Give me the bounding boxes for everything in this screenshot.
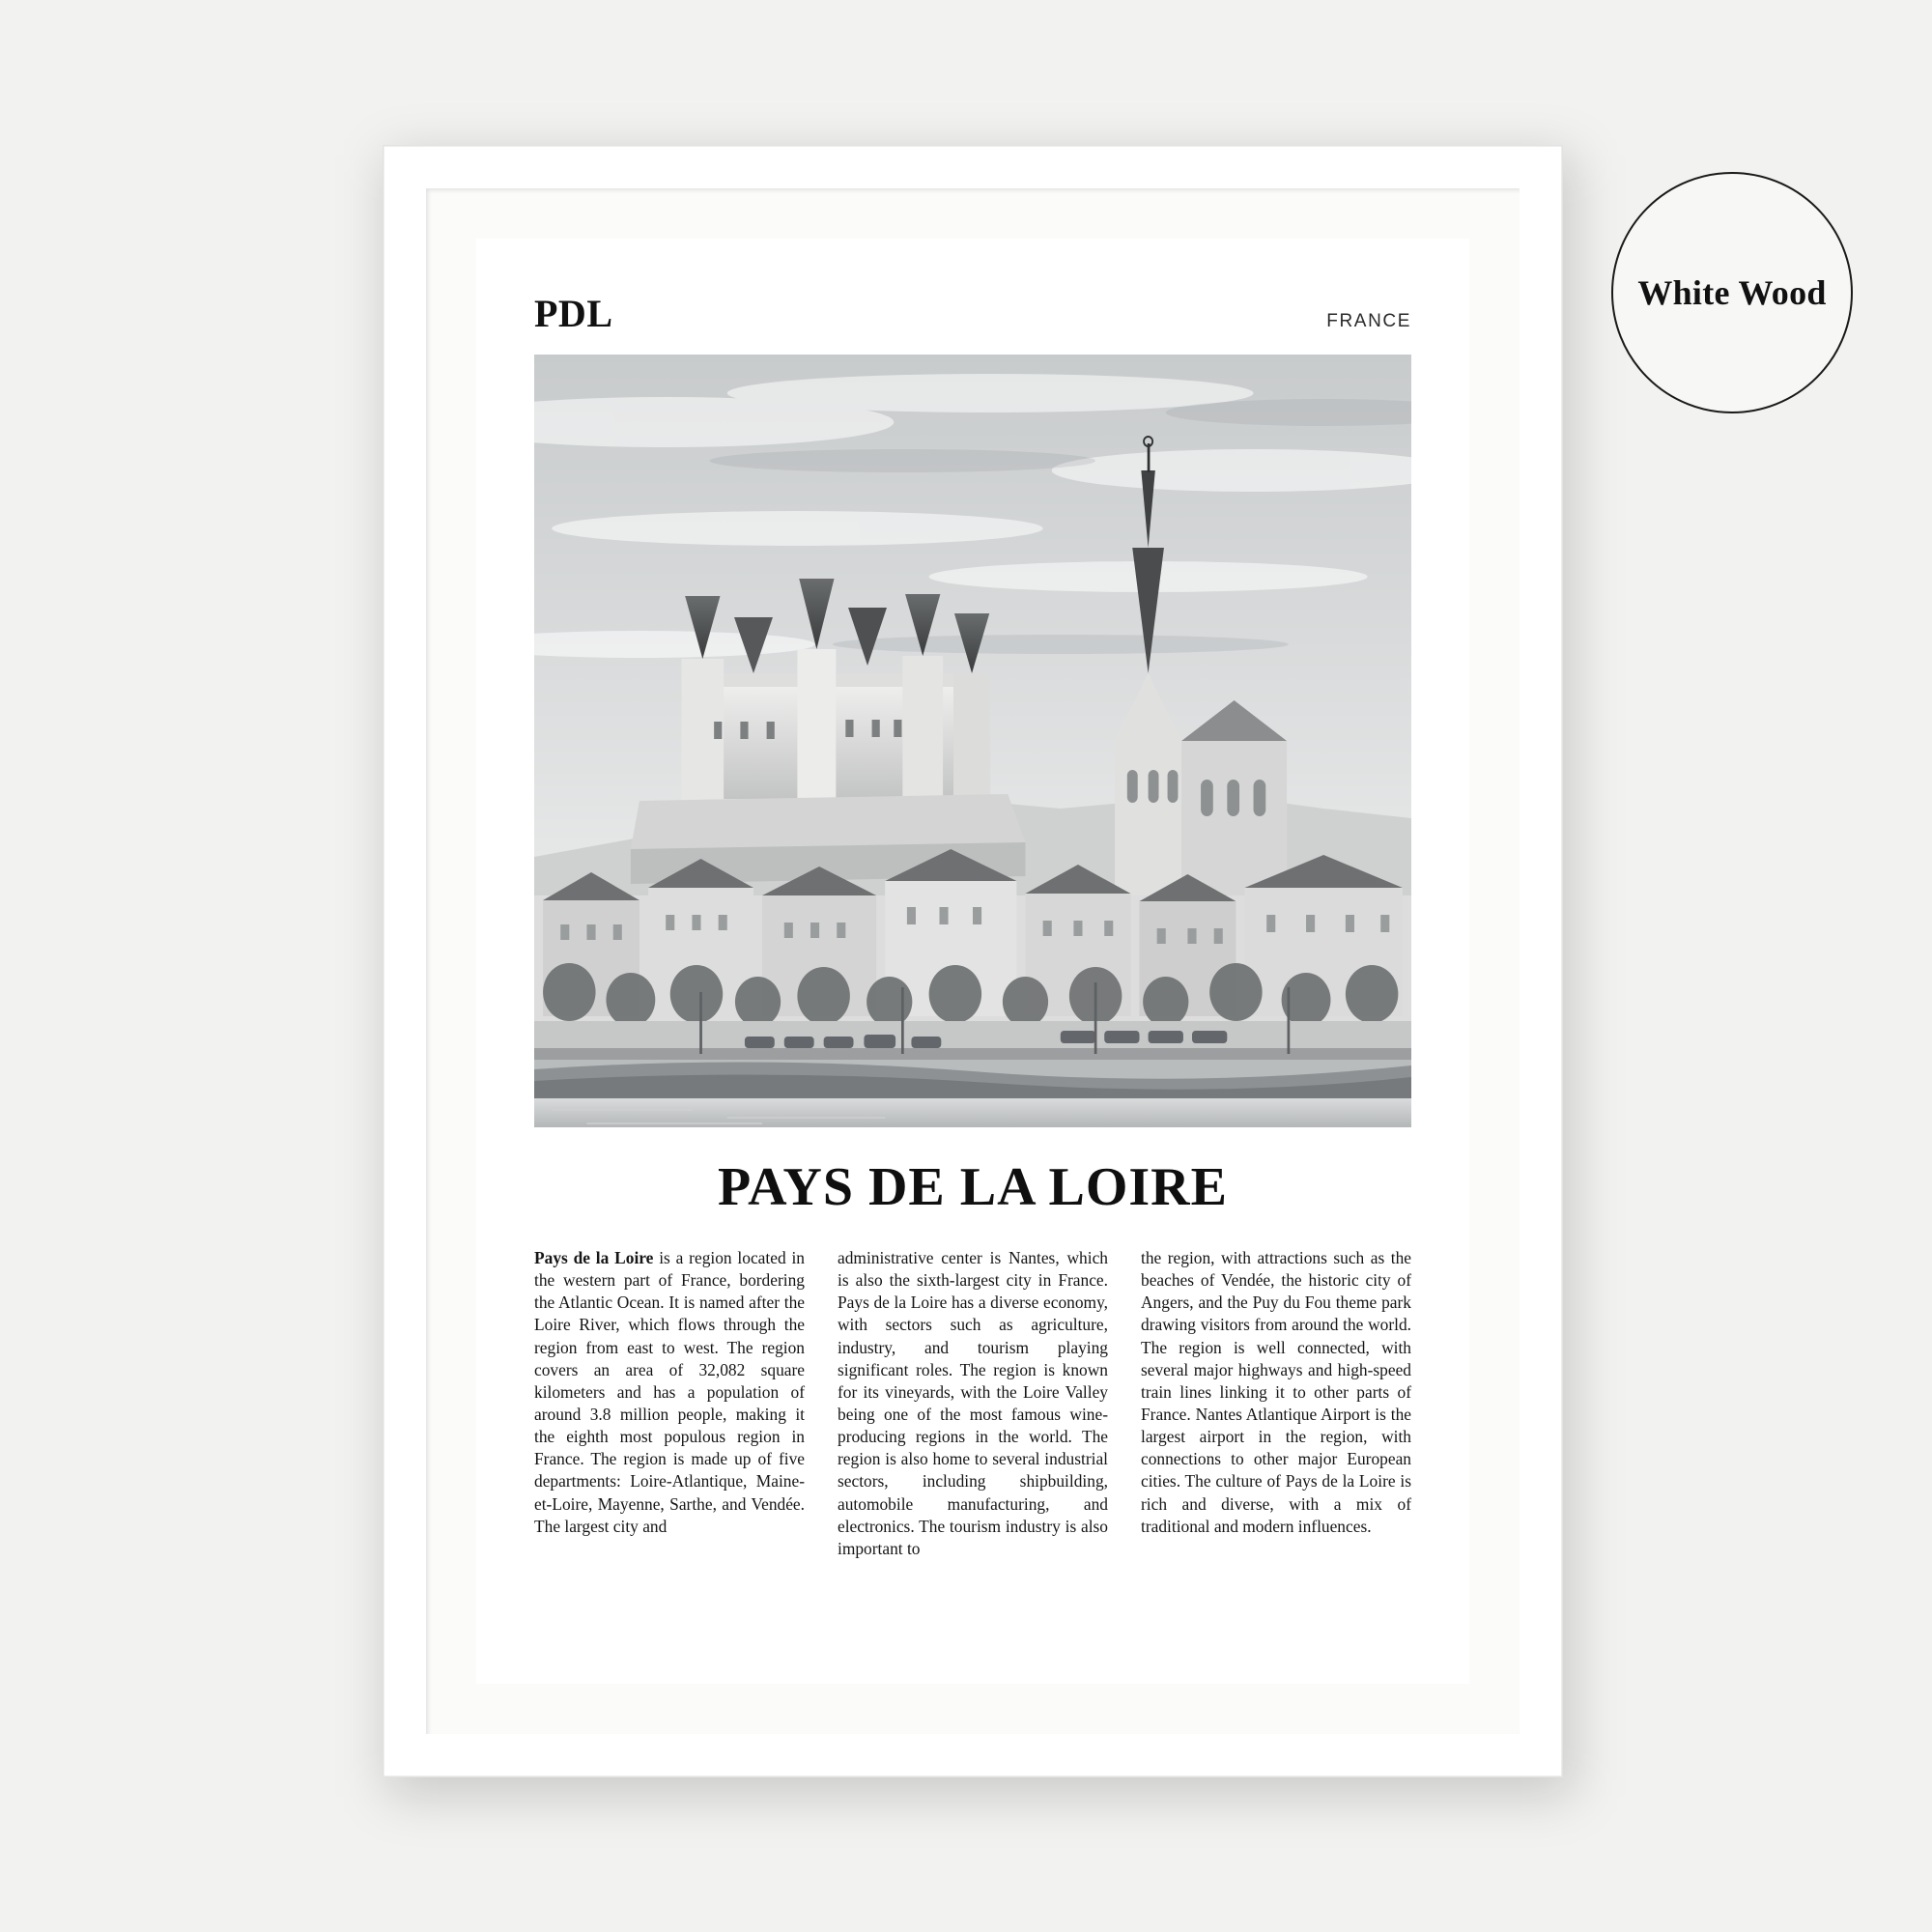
material-badge	[1611, 172, 1853, 413]
photograph-illustration	[534, 355, 1411, 1127]
poster-print	[476, 239, 1469, 1684]
poster-header	[534, 292, 1411, 339]
body-column-3: the region, with attractions such as the beaches of Vendée, the historic city of Angers, and the Puy du Fou theme park drawing visitors from around the world. The region is well connected, with several major highways and high-speed train lines linking it to other parts of France. Nantes Atlantique Airport is the largest airport in the region, with connections to other major European cities. The culture of Pays de la Loire is rich and diverse, with a mix of traditional and modern influences.	[1141, 1248, 1411, 1536]
body-column-1: Pays de la Loire is a region located in the western part of France, bordering the Atlantic Ocean. It is named after the Loire River, which flows through the region from east to west. The region covers an area of 32,082 square kilometers and has a population of around 3.8 million people, making it the eighth most populous region in France. The region is made up of five departments: Loire-Atlantique, Maine-et-Loire, Mayenne, Sarthe, and Vendée. The largest city and	[534, 1248, 805, 1536]
poster-country-label: FRANCE	[1326, 311, 1411, 331]
poster-content	[534, 292, 1411, 1632]
poster-brand-code: PDL	[534, 292, 613, 335]
body-column-2: administrative center is Nantes, which is also the sixth-largest city in France. Pays de la Loire has a diverse economy, with sectors such as agriculture, industry, and tourism playing significant roles. The region is known for its vineyards, with the Loire Valley being one of the most famous wine-producing regions in the world. The region is also home to several industrial sectors, including shipbuilding, automobile manufacturing, and electronics. The tourism industry is also important to	[838, 1248, 1108, 1558]
poster-photograph	[534, 355, 1411, 1127]
poster-title: PAYS DE LA LOIRE	[718, 1157, 1228, 1217]
material-badge-label: White Wood	[1637, 273, 1827, 312]
frame-inner-bevel	[426, 188, 1520, 1734]
picture-frame-white-wood	[383, 145, 1563, 1777]
poster-body-columns	[534, 1247, 1411, 1560]
